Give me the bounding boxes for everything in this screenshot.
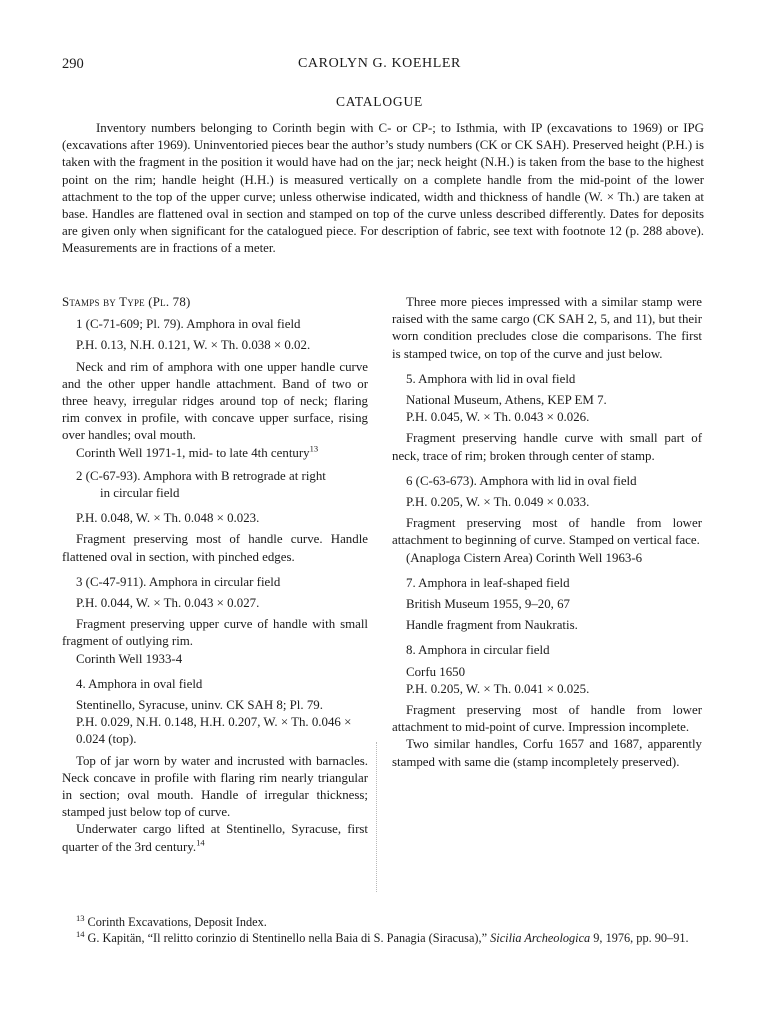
entry-5-measurements: P.H. 0.045, W. × Th. 0.043 × 0.026. (406, 410, 590, 425)
entry-4-continuation: Three more pieces impressed with a similar stamp were raised with the same cargo (CK SAH 2, 5, and 11), but their worn condition precludes close die comparisons. The first is stamped twice, on top of the curve and just below. (392, 295, 702, 361)
entry-4-description: Top of jar worn by water and incrusted with barnacles. Neck concave in profile with flaring rim nearly triangular in section; oval mouth. Handle of irregular thickness; stamped just below top of curve. (62, 753, 368, 820)
entry-8-heading: 8. Amphora in circular field (406, 643, 550, 658)
entry-2-heading-line-2: in circular field (100, 486, 180, 501)
page-number: 290 (62, 56, 84, 72)
footnote-14-text: G. Kapitän, “Il relitto corinzio di Stentinello nella Baia di S. Panagia (Siracusa),” (87, 931, 488, 946)
entry-4-measurements: P.H. 0.029, N.H. 0.148, H.H. 0.207, W. × Th. 0.046 × 0.024 (top). (76, 715, 352, 747)
entry-5-description: Fragment preserving handle curve with small part of neck, trace of rim; broken through center of stamp. (392, 431, 702, 463)
entry-3-heading: 3 (C-47-911). Amphora in circular field (76, 574, 281, 589)
entry-6-heading: 6 (C-63-673). Amphora with lid in oval field (406, 473, 637, 488)
entry-3-deposit: Corinth Well 1933-4 (76, 651, 183, 666)
entry-4-note-text: Underwater cargo lifted at Stentinello, Syracuse, first quarter of the 3rd century. (62, 822, 368, 854)
footnote-13-marker: 13 (76, 912, 85, 923)
entry-6-description: Fragment preserving most of handle from lower attachment to beginning of curve. Stamped on vertical face. (392, 516, 702, 548)
entry-1-description: Neck and rim of amphora with one upper handle curve and the other upper handle attachment. Band of two or three heavy, irregular ridges around top of neck; flaring rim convex in profile, with concave upper surface, rising over handles; oval mouth. (62, 359, 368, 443)
entry-8-measurements: P.H. 0.205, W. × Th. 0.041 × 0.025. (406, 681, 590, 696)
entry-4-heading: 4. Amphora in oval field (76, 676, 203, 691)
entry-5-location: National Museum, Athens, KEP EM 7. (406, 393, 607, 408)
intro-paragraph: Inventory numbers belonging to Corinth begin with C- or CP-; to Isthmia, with IP (excavations to 1969) or IPG (excavations after 1969). Uninventoried pieces bear the author’s study numbers (CK or CK SAH). Preserved height (P.H.) is taken with the fragment in the position it would have had on the jar; neck height (N.H.) is taken from the base to the highest point on the rim; handle height (H.H.) is measured vertically on a complete handle from the mid-point of the lower attachment to the top of the upper curve; unless otherwise indicated, width and thickness of handle (W. × Th.) are taken at base. Handles are flattened oval in section and stamped on top of the curve unless described differently. Dates for deposits are given only when significant for the catalogued piece. For description of fabric, see text with footnote 12 (p. 288 above). Measurements are in fractions of a meter. (62, 121, 704, 256)
footnote-13-text: Corinth Excavations, Deposit Index. (87, 915, 267, 929)
entry-8-description: Fragment preserving most of handle from lower attachment to mid-point of curve. Impression incomplete. (392, 703, 702, 735)
entry-4-location: Stentinello, Syracuse, uninv. CK SAH 8; Pl. 79. (76, 698, 323, 713)
entry-1-heading: 1 (C-71-609; Pl. 79). Amphora in oval field (76, 317, 301, 332)
column-separator (376, 742, 377, 892)
entry-4-note (62, 821, 368, 855)
section-title: CATALOGUE (335, 94, 424, 109)
entry-1-deposit-text: Corinth Well 1971-1, mid- to late 4th century (76, 445, 310, 460)
entry-2-heading (62, 468, 368, 502)
entry-3-description: Fragment preserving upper curve of handle with small fragment of outlying rim. (62, 617, 368, 649)
entry-7-location: British Museum 1955, 9–20, 67 (406, 597, 571, 612)
footnote-ref-13: 13 (309, 443, 319, 454)
footnote-14-citation: 9, 1976, pp. 90–91. (593, 931, 689, 946)
entry-8-location: Corfu 1650 (406, 664, 466, 679)
running-author: CAROLYN G. KOEHLER (297, 56, 461, 71)
entry-8-note: Two similar handles, Corfu 1657 and 1687, apparently stamped with same die (stamp incompletely preserved). (392, 737, 702, 769)
entry-2-heading-line-1: 2 (C-67-93). Amphora with B retrograde at right (76, 468, 326, 483)
entry-7-heading: 7. Amphora in leaf-shaped field (406, 575, 570, 590)
entry-3-measurements: P.H. 0.044, W. × Th. 0.043 × 0.027. (76, 596, 260, 611)
entry-6-deposit: (Anaploga Cistern Area) Corinth Well 1963-6 (406, 550, 643, 565)
entry-2-measurements: P.H. 0.048, W. × Th. 0.048 × 0.023. (76, 511, 260, 526)
right-column (392, 294, 702, 771)
footnote-14-journal: Sicilia Archeologica (490, 931, 591, 946)
running-head (62, 56, 697, 76)
entry-5-heading: 5. Amphora with lid in oval field (406, 371, 576, 386)
entry-7-description: Handle fragment from Naukratis. (406, 618, 578, 633)
footnotes (62, 914, 704, 947)
entry-2-description: Fragment preserving most of handle curve. Handle flattened oval in section, with pinched edges. (62, 532, 368, 564)
footnote-13 (62, 914, 704, 930)
entry-6-measurements: P.H. 0.205, W. × Th. 0.049 × 0.033. (406, 495, 590, 510)
entry-1-measurements: P.H. 0.13, N.H. 0.121, W. × Th. 0.038 × 0.02. (76, 338, 311, 353)
left-column (62, 294, 368, 856)
stamps-by-type-heading: Stamps by Type (Pl. 78) (62, 295, 191, 309)
entry-1-deposit (62, 445, 368, 462)
footnote-14-marker: 14 (76, 929, 85, 940)
footnote-ref-14: 14 (196, 837, 205, 848)
footnote-14 (62, 930, 704, 946)
